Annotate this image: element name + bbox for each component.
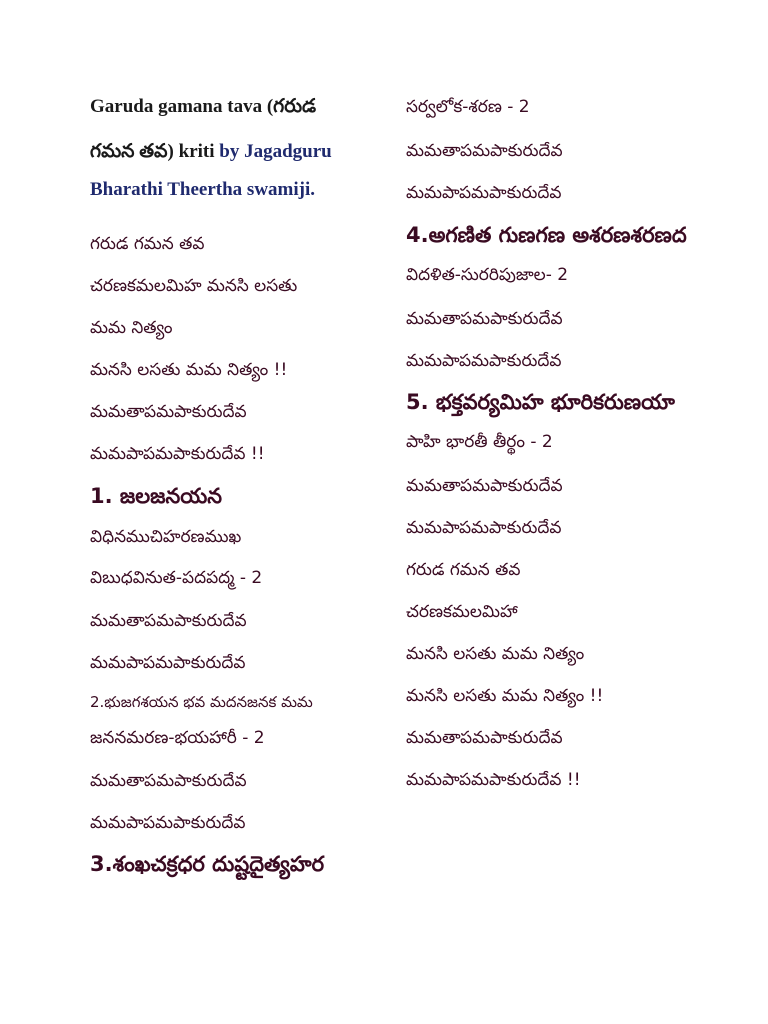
verse-line: చరణకమలమిహా	[406, 602, 518, 622]
verse-line: మమతాపమపాకురుదేవ	[90, 402, 247, 422]
verse-line: మమతాపమపాకురుదేవ	[90, 611, 247, 631]
verse-heading: 3.శంఖచక్రధర దుష్టదైత్యహర	[90, 852, 325, 876]
verse-line: మనసి లసతు మమ నిత్యం	[406, 644, 585, 664]
verse-line: మమతాపమపాకురుదేవ	[90, 771, 247, 791]
verse-line: మమపాపమపాకురుదేవ	[90, 653, 246, 673]
verse-line: మమతాపమపాకురుదేవ	[406, 309, 563, 329]
verse-line: మమతాపమపాకురుదేవ	[406, 141, 563, 161]
title-kriti: గమన తవ) kriti	[90, 141, 215, 162]
verse-line: పాహి భారతీ తీర్థం - 2	[406, 432, 553, 452]
verse-line: మమతాపమపాకురుదేవ	[406, 728, 563, 748]
verse-heading: 1. జలజనయన	[90, 484, 222, 508]
title-line-3[interactable]: Bharathi Theertha swamiji.	[90, 179, 316, 200]
title-line-2	[90, 141, 332, 167]
verse-line: గరుడ గమన తవ	[90, 234, 205, 254]
verse-line: గరుడ గమన తవ	[406, 560, 521, 580]
author-link[interactable]: by Jagadguru	[219, 141, 332, 162]
verse-line: విధినముచిహరణముఖ	[90, 527, 242, 547]
verse-heading: 2.భుజగశయన భవ మదనజనక మమ	[90, 693, 313, 711]
verse-line: మమపాపమపాకురుదేవ	[406, 183, 562, 203]
verse-line: మమపాపమపాకురుదేవ	[90, 813, 246, 833]
verse-line: సర్వలోక-శరణ - 2	[406, 97, 530, 117]
verse-line: విబుధవినుత-పదపద్మ - 2	[90, 568, 263, 588]
verse-line: మమ నిత్యం	[90, 318, 173, 338]
title-line-1: Garuda gamana tava (గరుడ	[90, 96, 317, 117]
verse-line: విదళిత-సురరిపుజాల- 2	[406, 265, 569, 285]
verse-heading: 5. భక్తవర్యమిహ భూరికరుణయా	[406, 390, 675, 414]
verse-line: మనసి లసతు మమ నిత్యం !!	[90, 360, 288, 380]
verse-line: మమతాపమపాకురుదేవ	[406, 476, 563, 496]
verse-line: మమపాపమపాకురుదేవ !!	[406, 770, 581, 790]
verse-line: మమపాపమపాకురుదేవ	[406, 351, 562, 371]
verse-line: మమపాపమపాకురుదేవ	[406, 518, 562, 538]
verse-heading: 4.అగణిత గుణగణ అశరణశరణద	[406, 223, 687, 247]
verse-line: మమపాపమపాకురుదేవ !!	[90, 444, 265, 464]
verse-line: చరణకమలమిహ మనసి లసతు	[90, 276, 298, 296]
verse-line: మనసి లసతు మమ నిత్యం !!	[406, 686, 604, 706]
verse-line: జననమరణ-భయహారీ - 2	[90, 728, 265, 748]
